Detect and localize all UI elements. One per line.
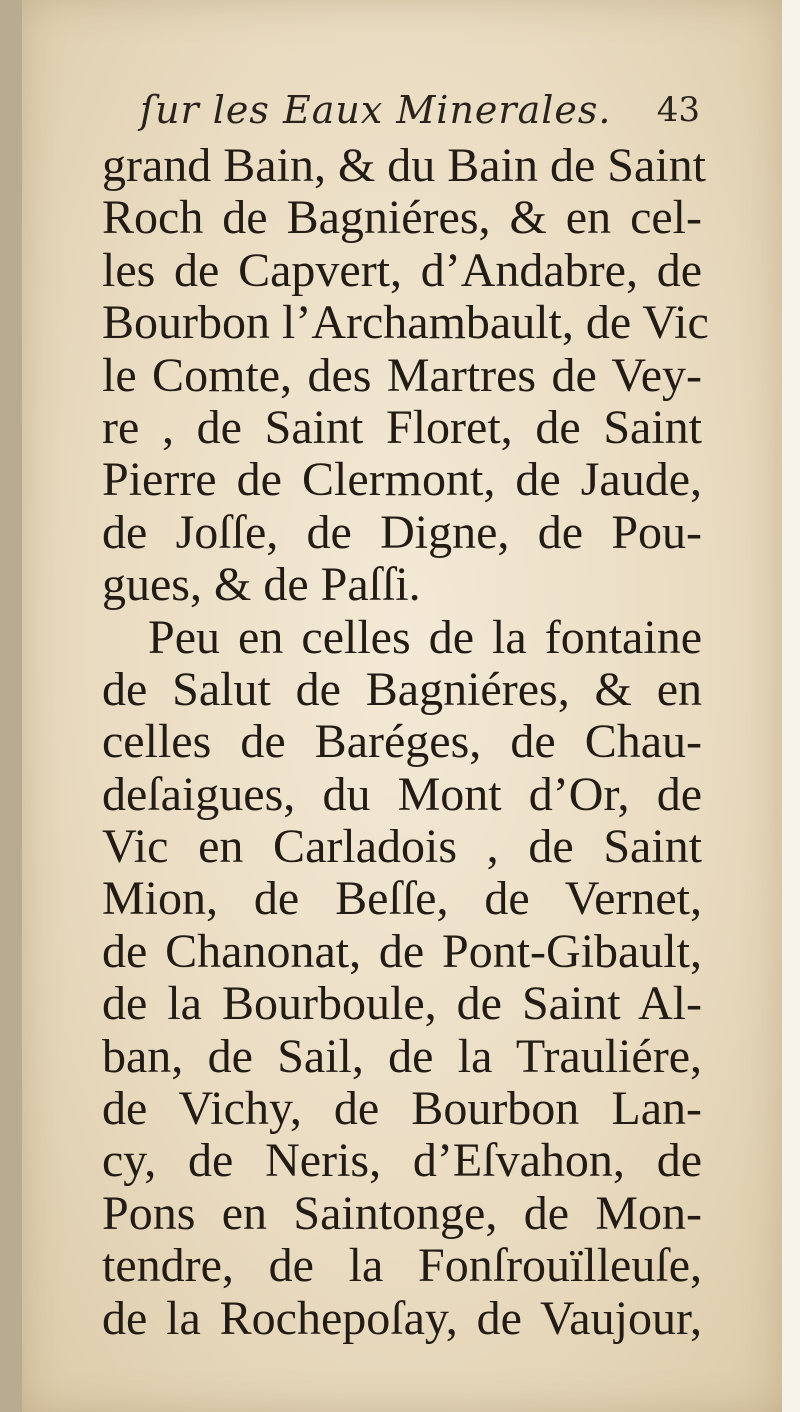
text-line: ban, de Sail, de la Trauliére, — [102, 1029, 702, 1083]
text-line: grand Bain, & du Bain de Saint — [102, 139, 706, 192]
text-line: les de Capvert, d’Andabre, de — [102, 243, 702, 297]
body-text — [102, 139, 709, 1345]
text-line: re , de Saint Floret, de Saint — [102, 400, 702, 454]
text-line: Pierre de Clermont, de Jaude, — [102, 453, 702, 507]
page-number: 43 — [656, 90, 700, 130]
text-line: de Chanonat, de Pont-Gibault, — [102, 924, 702, 978]
text-line: le Comte, des Martres de Vey- — [102, 348, 702, 402]
text-line: de la Bourboule, de Saint Al- — [102, 977, 702, 1031]
running-title: ſur les Eaux Minerales. — [140, 88, 612, 132]
text-line: Bourbon l’Archambault, de Vic — [102, 296, 709, 350]
page-header — [140, 88, 700, 144]
text-line: de Salut de Bagniéres, & en — [102, 662, 702, 716]
text-line: Roch de Bagniéres, & en cel- — [102, 191, 702, 245]
text-line-paragraph-end: gues, & de Paſſi. — [102, 558, 421, 612]
text-line: deſaigues, du Mont d’Or, de — [102, 767, 702, 821]
book-page — [22, 0, 782, 1412]
text-line: Mion, de Beſſe, de Vernet, — [102, 872, 702, 926]
text-line: tendre, de la Fonſrouïlleuſe, — [102, 1239, 702, 1293]
text-line: Vic en Carladois , de Saint — [102, 820, 702, 874]
text-line: Pons en Saintonge, de Mon- — [102, 1186, 702, 1240]
text-line: cy, de Neris, d’Eſvahon, de — [102, 1134, 702, 1188]
text-line: de Joſſe, de Digne, de Pou- — [102, 505, 702, 559]
page-edge — [782, 0, 800, 1412]
text-line: de Vichy, de Bourbon Lan- — [102, 1082, 702, 1136]
text-line: de la Rochepoſay, de Vaujour, — [102, 1291, 702, 1345]
text-line: celles de Baréges, de Chau- — [102, 715, 702, 769]
text-line-paragraph-start: Peu en celles de la fontaine — [148, 610, 702, 664]
